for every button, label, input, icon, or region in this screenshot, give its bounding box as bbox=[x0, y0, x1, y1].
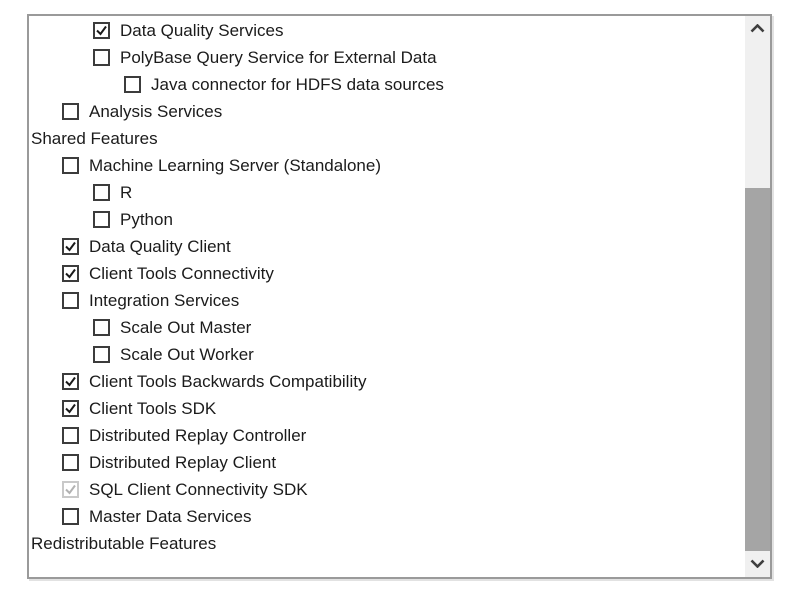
checkbox[interactable] bbox=[93, 346, 110, 363]
feature-tree bbox=[29, 16, 745, 577]
feature-item-row[interactable] bbox=[29, 71, 745, 98]
feature-item-row[interactable] bbox=[29, 422, 745, 449]
checkbox[interactable] bbox=[62, 454, 79, 471]
checkbox[interactable] bbox=[62, 265, 79, 282]
feature-label: Client Tools SDK bbox=[89, 398, 217, 418]
feature-item-row[interactable] bbox=[29, 368, 745, 395]
feature-label: Distributed Replay Controller bbox=[89, 425, 307, 445]
feature-item-row[interactable] bbox=[29, 17, 745, 44]
checkbox[interactable] bbox=[62, 373, 79, 390]
scroll-up-button[interactable] bbox=[745, 16, 770, 42]
feature-group-row[interactable] bbox=[29, 125, 745, 152]
feature-item-row[interactable] bbox=[29, 449, 745, 476]
feature-label: Scale Out Master bbox=[120, 317, 252, 337]
checkbox[interactable] bbox=[62, 427, 79, 444]
feature-label: Client Tools Connectivity bbox=[89, 263, 274, 283]
feature-item-row[interactable] bbox=[29, 476, 745, 503]
checkbox[interactable] bbox=[93, 22, 110, 39]
checkbox[interactable] bbox=[62, 508, 79, 525]
feature-label: Master Data Services bbox=[89, 506, 252, 526]
feature-label: Data Quality Client bbox=[89, 236, 231, 256]
checkbox[interactable] bbox=[62, 157, 79, 174]
feature-label: SQL Client Connectivity SDK bbox=[89, 479, 308, 499]
scroll-down-button[interactable] bbox=[745, 551, 770, 577]
feature-label: Integration Services bbox=[89, 290, 240, 310]
feature-item-row[interactable] bbox=[29, 179, 745, 206]
feature-item-row[interactable] bbox=[29, 260, 745, 287]
feature-group-label: Shared Features bbox=[31, 128, 158, 148]
feature-label: Scale Out Worker bbox=[120, 344, 254, 364]
feature-item-row[interactable] bbox=[29, 395, 745, 422]
feature-item-row[interactable] bbox=[29, 206, 745, 233]
checkbox[interactable] bbox=[93, 184, 110, 201]
checkbox[interactable] bbox=[93, 319, 110, 336]
feature-label: Distributed Replay Client bbox=[89, 452, 277, 472]
feature-label: Analysis Services bbox=[89, 101, 223, 121]
feature-item-row[interactable] bbox=[29, 152, 745, 179]
checkbox-disabled bbox=[62, 481, 79, 498]
chevron-down-icon bbox=[750, 555, 765, 573]
checkbox[interactable] bbox=[124, 76, 141, 93]
checkbox[interactable] bbox=[62, 292, 79, 309]
feature-item-row[interactable] bbox=[29, 503, 745, 530]
feature-item-row[interactable] bbox=[29, 233, 745, 260]
feature-label: Java connector for HDFS data sources bbox=[151, 74, 444, 94]
scrollbar-track[interactable] bbox=[745, 42, 770, 551]
checkbox[interactable] bbox=[62, 238, 79, 255]
feature-group-label: Redistributable Features bbox=[31, 533, 217, 553]
checkbox[interactable] bbox=[93, 211, 110, 228]
feature-tree-panel bbox=[27, 14, 772, 579]
chevron-up-icon bbox=[750, 20, 765, 38]
feature-item-row[interactable] bbox=[29, 98, 745, 125]
vertical-scrollbar[interactable] bbox=[745, 16, 770, 577]
feature-label: Python bbox=[120, 209, 173, 229]
scrollbar-thumb[interactable] bbox=[745, 188, 770, 551]
feature-label: R bbox=[120, 182, 133, 202]
feature-item-row[interactable] bbox=[29, 314, 745, 341]
checkbox[interactable] bbox=[62, 400, 79, 417]
checkbox[interactable] bbox=[62, 103, 79, 120]
feature-label: Client Tools Backwards Compatibility bbox=[89, 371, 367, 391]
feature-group-row[interactable] bbox=[29, 530, 745, 557]
feature-label: Machine Learning Server (Standalone) bbox=[89, 155, 382, 175]
feature-label: PolyBase Query Service for External Data bbox=[120, 47, 437, 67]
feature-item-row[interactable] bbox=[29, 341, 745, 368]
checkbox[interactable] bbox=[93, 49, 110, 66]
feature-item-row[interactable] bbox=[29, 287, 745, 314]
feature-item-row[interactable] bbox=[29, 44, 745, 71]
feature-label: Data Quality Services bbox=[120, 20, 284, 40]
